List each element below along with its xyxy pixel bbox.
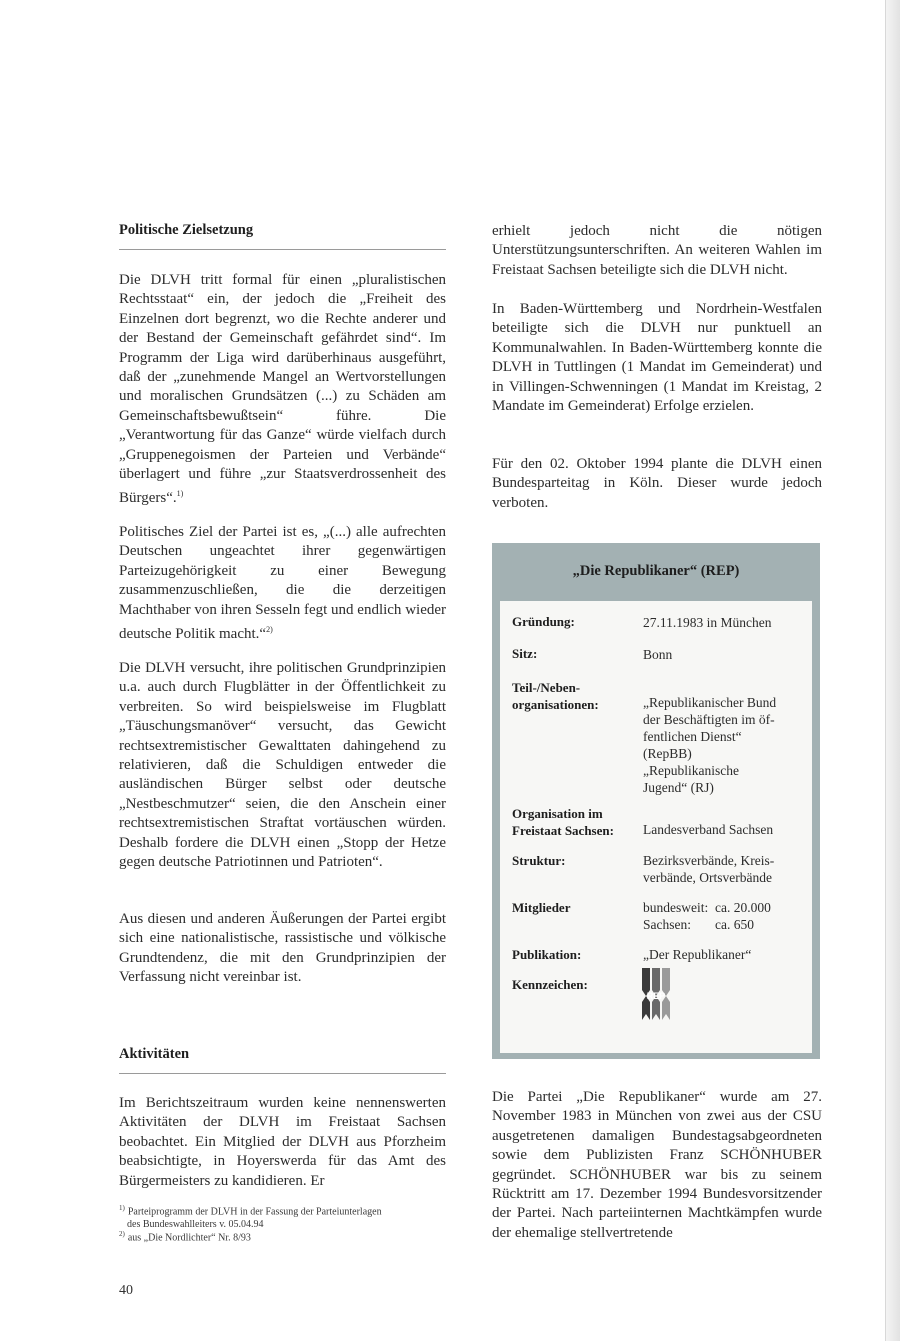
publication-label: Publikation:	[512, 947, 582, 962]
sub-organisations-value-line-4: (RepBB)	[643, 746, 692, 761]
sub-organisations-value-line-5: „Republikanische	[643, 763, 739, 778]
members-saxony-label: Sachsen:	[643, 917, 691, 932]
members-saxony-value: ca. 650	[715, 917, 754, 932]
footnote-1-line-1: Parteiprogramm der DLVH in der Fassung der Parteiunterlagen	[127, 1206, 382, 1218]
seat-label: Sitz:	[512, 646, 538, 661]
footnote-2-number: 2)	[119, 1230, 125, 1238]
structure-value	[643, 852, 774, 886]
members-federal-label: bundesweit:	[643, 900, 709, 915]
sub-organisations-label-line-1: Teil-/Neben-	[512, 680, 581, 695]
members-saxony-row	[643, 916, 771, 933]
heading-political-goals: Politische Zielsetzung	[119, 222, 254, 238]
structure-value-line-2: verbände, Ortsverbände	[643, 870, 772, 885]
members-federal-value: ca. 20.000	[715, 900, 771, 915]
paragraph-right-1: erhielt jedoch nicht die nötigen Unterstützungsunterschriften. An weiteren Wahlen im Freistaat Sachsen beteiligte sich die DLVH nicht.	[492, 223, 822, 278]
page-edge	[886, 0, 900, 1341]
paragraph-right-2: In Baden-Württemberg und Nordrhein-Westfalen beteiligte sich die DLVH nur punktuell an Kommunalwahlen. In Baden-Württemberg konnte die DLVH in Tuttlingen (1 Mandat im Gemeinderat) und in Villingen-Schwenningen (1 Mandat im Kreistag, 2 Mandate im Gemeinderat) Erfolge erzielen.	[492, 301, 822, 415]
structure-label: Struktur:	[512, 853, 566, 868]
paragraph-activities-1: Im Berichtszeitraum wurden keine nennenswerten Aktivitäten der DLVH im Freistaat Sachsen beobachtet. Ein Mitglied der DLVH aus Pforzheim beabsichtigte, in Hoyerswerda für das Amt des Bürgermeisters zu kandidieren. Er	[119, 1095, 446, 1189]
footnote-1-line-2: des Bundeswahlleiters v. 05.04.94	[127, 1218, 264, 1230]
members-value	[643, 899, 771, 933]
footnote-2-text: aus „Die Nordlichter“ Nr. 8/93	[127, 1232, 251, 1244]
organisation-saxony-value: Landesverband Sachsen	[643, 822, 774, 837]
sub-organisations-label	[512, 680, 599, 713]
footnote-2	[119, 1228, 446, 1245]
heading-rule-goals	[119, 249, 446, 250]
footnote-ref-2: 2)	[266, 625, 273, 635]
party-info-box-title: „Die Republikaner“ (REP)	[572, 563, 740, 579]
organisation-saxony-label	[512, 806, 614, 839]
sub-organisations-label-line-2: organisationen:	[512, 696, 599, 712]
members-federal-row	[643, 899, 771, 916]
seat-value: Bonn	[643, 647, 673, 662]
paragraph-right-3: Für den 02. Oktober 1994 plante die DLVH einen Bundesparteitag in Köln. Dieser wurde jedoch verboten.	[492, 456, 822, 511]
footnote-1-number: 1)	[119, 1204, 125, 1212]
paragraph-goals-2	[119, 523, 446, 644]
organisation-saxony-label-line-2: Freistaat Sachsen:	[512, 822, 614, 838]
paragraph-goals-4: Aus diesen und anderen Äußerungen der Partei ergibt sich eine nationalistische, rassistische und völkische Grundtendenz, die mit den Grundprinzipien der Verfassung nicht vereinbar ist.	[119, 911, 446, 986]
logo-text: REP	[646, 991, 666, 1001]
heading-rule-activities	[119, 1073, 446, 1074]
founding-value: 27.11.1983 in München	[643, 615, 772, 630]
heading-activities: Aktivitäten	[119, 1046, 190, 1062]
publication-value: „Der Republikaner“	[643, 947, 752, 962]
structure-value-line-1: Bezirksverbände, Kreis-	[643, 853, 775, 868]
republikaner-logo-icon	[640, 966, 680, 1022]
paragraph-goals-1-text: Die DLVH tritt formal für einen „pluralistischen Rechtsstaat“ ein, der jedoch die „Freiheit des Einzelnen dort begrenzt, wo die Rechte anderer und der Bestand der Gemeinschaft gefährdet sind“. Im Programm der Liga wird darüberhinaus ausgeführt, daß der „zunehmende Mangel an Wertvorstellungen und moralischen Grundsätzen (...) zu Schäden am Gemeinschaftsbewußtsein“ führe. Die „Verantwortung für das Ganze“ würde vielfach durch „Gruppenegoismen der Parteien und Verbände“ überlagert und führe „zur Staatsverdrossenheit des Bürgers“.	[119, 272, 446, 507]
paragraph-right-4: Die Partei „Die Republikaner“ wurde am 27. November 1983 in München von zwei aus der CSU ausgetretenen damaligen Bundestagsabgeordneten sowie dem Publizisten Franz SCHÖNHUBER gegründet. SCHÖNHUBER war bis zu seinem Rücktritt am 17. Dezember 1994 Bundesvorsitzender der Partei. Nach parteiinternen Machtkämpfen wurde der ehemalige stellvertretende	[492, 1089, 822, 1241]
organisation-saxony-label-line-1: Organisation im	[512, 806, 603, 821]
members-label: Mitglieder	[512, 900, 571, 915]
symbol-label: Kennzeichen:	[512, 977, 588, 992]
sub-organisations-value-line-1: „Republikanischer Bund	[643, 695, 777, 710]
paragraph-goals-1	[119, 271, 446, 509]
sub-organisations-value	[643, 694, 776, 796]
footnote-ref-1: 1)	[176, 489, 184, 499]
sub-organisations-value-line-2: der Beschäftigten im öf-	[643, 712, 775, 727]
sub-organisations-value-line-3: fentlichen Dienst“	[643, 729, 742, 744]
founding-label: Gründung:	[512, 614, 575, 629]
paragraph-goals-3: Die DLVH versucht, ihre politischen Grundprinzipien u.a. auch durch Flugblätter in der Öffentlichkeit zu verbreiten. So wird beispielsweise im Flugblatt „Täuschungsmanöver“ versucht, das Gewicht rechtsextremistischer Gewalttaten dahingehend zu relativieren, daß die Schuldigen entweder die ausländischen Bürger selbst oder deutsche „Nestbeschmutzer“ seien, die den Anschein einer rechtsextremistischen Straftat vortäuschen würden. Deshalb fordere die DLVH einen „Stopp der Hetze gegen deutsche Patriotinnen und Patrioten“.	[119, 660, 446, 871]
page-number: 40	[119, 1283, 133, 1298]
paragraph-goals-2-text: Politisches Ziel der Partei ist es, „(...) alle aufrechten Deutschen ungeachtet ihrer gegenwärtigen Parteizugehörigkeit zu einer Bewegung zusammenzuschließen, die die derzeitigen Machthaber von ihren Sesseln fegt und endlich wieder deutsche Politik macht.“	[119, 524, 446, 643]
sub-organisations-value-line-6: Jugend“ (RJ)	[643, 780, 714, 795]
footnote-1	[119, 1202, 446, 1231]
